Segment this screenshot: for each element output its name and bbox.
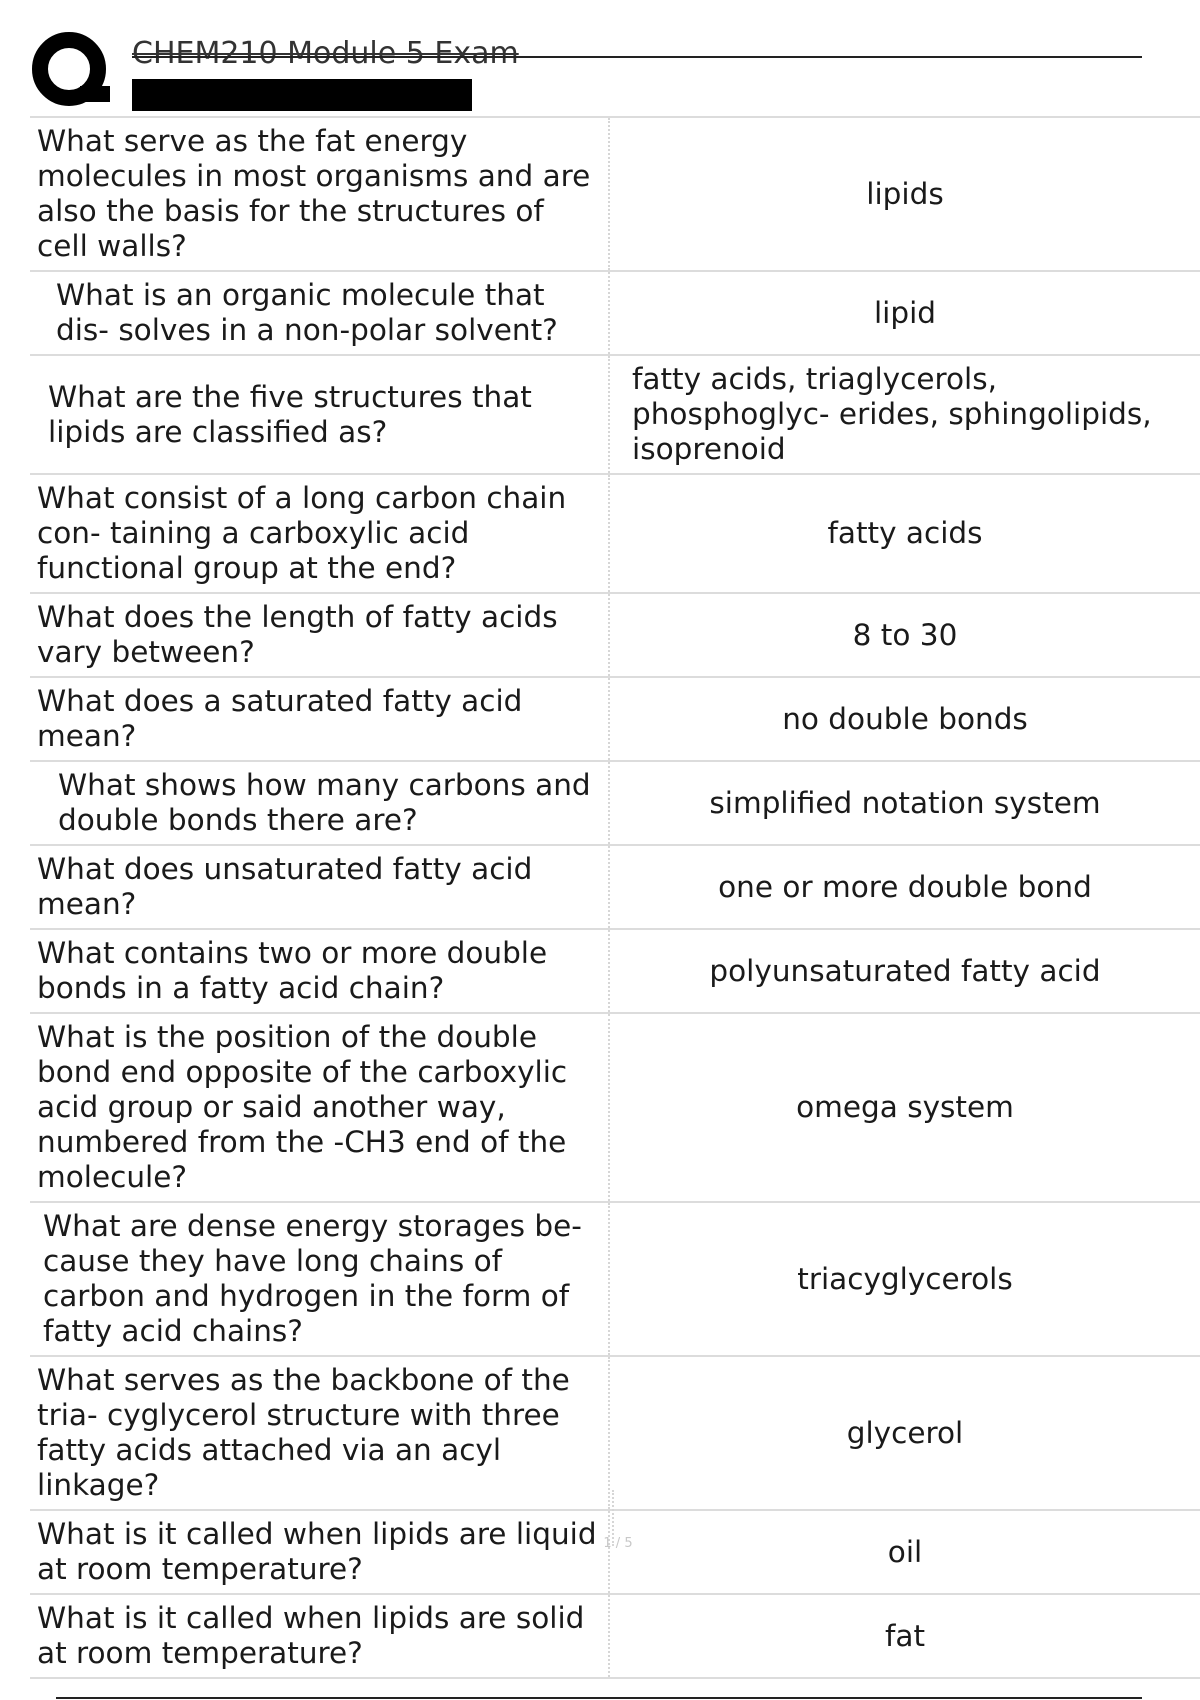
card-question: What is the position of the double bond end opposite of the carboxylic acid group or said another way, numbered from the -CH3 end of the molecule? [30, 1014, 610, 1201]
card-answer: lipid [873, 295, 937, 330]
card-answer: one or more double bond [718, 869, 1092, 904]
footer-divider [56, 1697, 1142, 1699]
card-question: What does the length of fatty acids vary between? [30, 594, 610, 676]
card-row [30, 1357, 1200, 1511]
flashcard-table [30, 116, 1200, 1679]
card-answer: fatty acids, triaglycerols, phosphoglyc- erides, sphingolipids, isoprenoid [632, 362, 1152, 466]
card-row [30, 930, 1200, 1014]
card-row [30, 356, 1200, 475]
redacted-name-block [132, 79, 472, 111]
card-answer: polyunsaturated fatty acid [709, 953, 1101, 988]
card-question: What does unsaturated fatty acid mean? [30, 846, 610, 928]
card-question: What consist of a long carbon chain con- taining a carboxylic acid functional group at the end? [30, 475, 610, 592]
card-answer: lipids [866, 176, 944, 211]
document-title: CHEM210 Module 5 Exam [132, 36, 519, 71]
card-question: What serve as the fat energy molecules in most organisms and are also the basis for the structures of cell walls? [30, 118, 610, 270]
page-number: 1 / 5 [603, 1536, 633, 1551]
card-question: What are the five structures that lipids are classified as? [30, 356, 610, 473]
card-question: What is an organic molecule that dis- solves in a non-polar solvent? [30, 272, 610, 354]
card-row [30, 678, 1200, 762]
card-row [30, 1595, 1200, 1679]
card-row [30, 1203, 1200, 1357]
card-question: What serves as the backbone of the tria- cyglycerol structure with three fatty acids attached via an acyl linkage? [30, 1357, 610, 1509]
card-answer: omega system [796, 1090, 1014, 1124]
card-answer: no double bonds [782, 701, 1028, 736]
card-question: What is it called when lipids are liquid at room temperature? [30, 1511, 610, 1593]
card-row [30, 272, 1200, 356]
card-row [30, 1511, 1200, 1595]
card-answer: oil [887, 1534, 923, 1569]
card-answer: 8 to 30 [852, 617, 958, 652]
title-divider [132, 56, 1142, 58]
card-question: What does a saturated fatty acid mean? [30, 678, 610, 760]
card-row [30, 475, 1200, 594]
card-question: What shows how many carbons and double bonds there are? [30, 762, 610, 844]
card-row [30, 846, 1200, 930]
card-answer: fat [884, 1618, 926, 1653]
q-logo-icon [30, 30, 112, 112]
card-question: What are dense energy storages be- cause they have long chains of carbon and hydrogen in the form of fatty acid chains? [30, 1203, 610, 1355]
card-question: What is it called when lipids are solid at room temperature? [30, 1595, 610, 1677]
card-answer: triacyglycerols [797, 1261, 1013, 1296]
card-row [30, 118, 1200, 272]
card-answer: fatty acids [827, 516, 983, 550]
card-answer: simplified notation system [709, 785, 1101, 820]
card-answer: glycerol [846, 1415, 964, 1450]
card-row [30, 1014, 1200, 1203]
card-row [30, 594, 1200, 678]
card-row [30, 762, 1200, 846]
card-question: What contains two or more double bonds in a fatty acid chain? [30, 930, 610, 1012]
